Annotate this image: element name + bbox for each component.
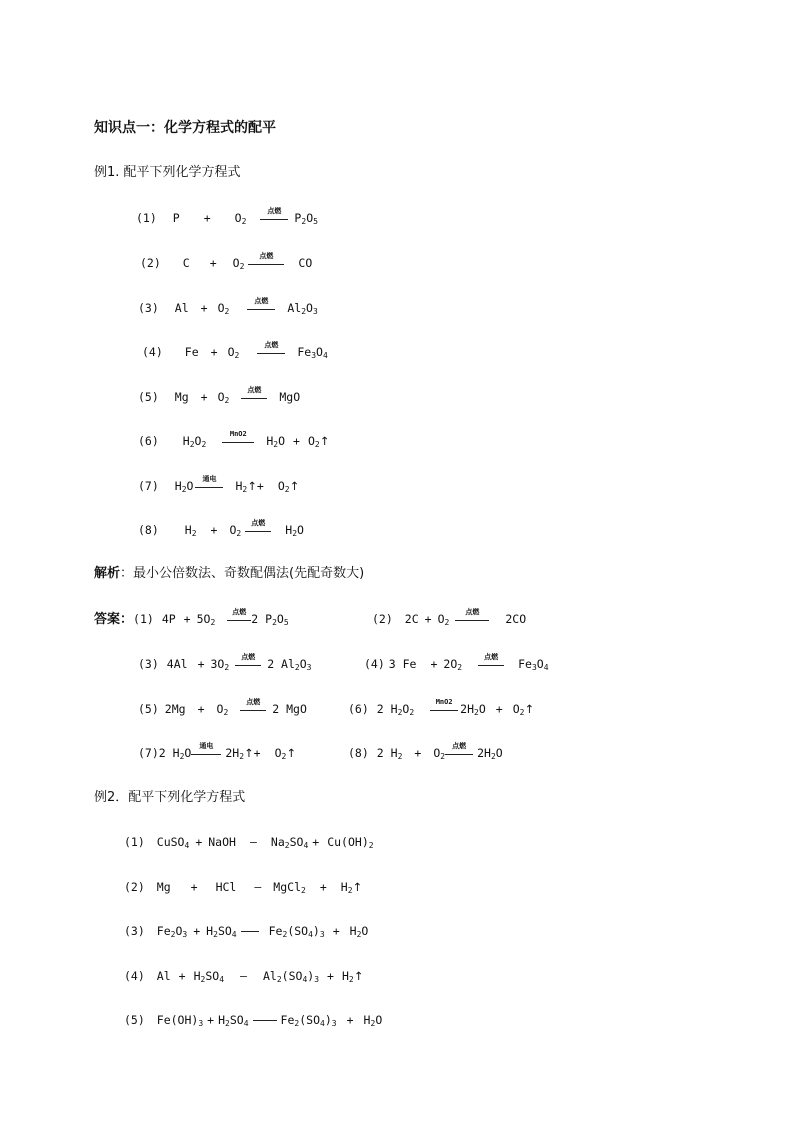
reaction-condition: 点燃	[478, 663, 504, 666]
reaction-condition: 点燃	[248, 262, 284, 265]
ex1-equation-7: (7) $H_2O$ 通电 $H_2↑+$ $O_2↑$	[138, 475, 300, 494]
ex1-equation-8: (8) $H_2 + O_2$ 点燃 $H_2O$	[138, 519, 304, 538]
analysis	[94, 566, 364, 582]
reaction-condition: 点燃	[247, 307, 275, 310]
reaction-condition: 点燃	[455, 618, 489, 621]
ex1-equation-6: (6) $H_2O_2$ MnO2 $H_2O$ + $O_2↑$	[138, 430, 330, 449]
answer-4: (4) 3 $Fe + 2O_2$ 点燃 $Fe_3O_4$	[364, 653, 549, 672]
ex1-equation-1: (1) $P + O_2$ 点燃 $P_2O_5$	[136, 207, 318, 226]
reaction-condition: 点燃	[235, 663, 261, 666]
reaction-condition: 点燃	[241, 396, 267, 399]
example1-title: 例1. 配平下列化学方程式	[94, 165, 241, 180]
ex2-equation-4: (4) $Al + H_2SO_4$ — $Al_2(SO_4)_3$ + $H_2↑$	[124, 969, 364, 984]
answer-row-1: 答案：(1) $4P + 5O_2$ 点燃 2 $P_2O_5$	[94, 608, 289, 627]
section-title: 知识点一：化学方程式的配平	[94, 120, 276, 136]
answer-6: (6) 2 $H_2O_2$ MnO2 $2H_2O$ + $O_2↑$	[348, 698, 535, 717]
ex1-equation-2: (2) $C + O_2$ 点燃 CO	[140, 252, 313, 271]
answer-2: (2) $2C + O_2$ 点燃 2CO	[372, 608, 527, 627]
answer-8: (8) 2 $H_2 + O_2$ 点燃 $2H_2O$	[348, 742, 503, 761]
reaction-condition: 通电	[191, 752, 221, 755]
ex2-equation-1: (1) CuSO$_4$ + NaOH — $Na_2SO_4 + Cu(OH)_2$	[124, 835, 374, 850]
reaction-condition: 点燃	[257, 351, 285, 354]
ex1-equation-5: (5) $Mg + O_2$ 点燃 MgO	[138, 386, 301, 405]
answer-label: 答案	[94, 612, 121, 627]
separator-line	[253, 1020, 277, 1021]
answer-5: (5) $2Mg + O_2$ 点燃 2 MgO	[138, 698, 307, 717]
reaction-condition: 通电	[195, 485, 223, 488]
ex2-equation-2: (2) Mg + HCl — MgCl$_2$ + $H_2↑$	[124, 880, 363, 895]
ex2-equation-3: (3) $Fe_2O_3 + H_2SO_4$ $Fe_2(SO_4)_3 + H_2O$	[124, 924, 369, 939]
ex1-equation-3: (3) $Al + O_2$ 点燃 $Al_2O_3$	[138, 297, 318, 316]
reaction-condition: MnO2	[430, 708, 458, 711]
answer-3: (3) $4Al + 3O_2$ 点燃 2 $Al_2O_3$	[138, 653, 312, 672]
analysis-text: ：最小公倍数法、奇数配偶法(先配奇数大)	[120, 566, 365, 581]
reaction-condition: 点燃	[240, 708, 266, 711]
reaction-condition: 点燃	[260, 217, 288, 220]
reaction-condition: 点燃	[245, 529, 271, 532]
reaction-condition: 点燃	[227, 618, 251, 621]
ex1-equation-4: (4) $Fe + O_2$ 点燃 $Fe_3O_4$	[142, 341, 328, 360]
example2-title: 例2．配平下列化学方程式	[94, 790, 246, 805]
answer-7: (7)2 $H_2O$ 通电 $2H_2↑+$ $O_2↑$	[138, 742, 296, 761]
ex2-equation-5: (5) $Fe(OH)_3 + H_2SO_4$ $Fe_2(SO_4)_3 + H_2O$	[124, 1013, 383, 1028]
reaction-condition: MnO2	[222, 440, 254, 443]
analysis-label: 解析	[94, 566, 121, 581]
reaction-condition: 点燃	[445, 752, 473, 755]
separator-line	[241, 931, 259, 932]
